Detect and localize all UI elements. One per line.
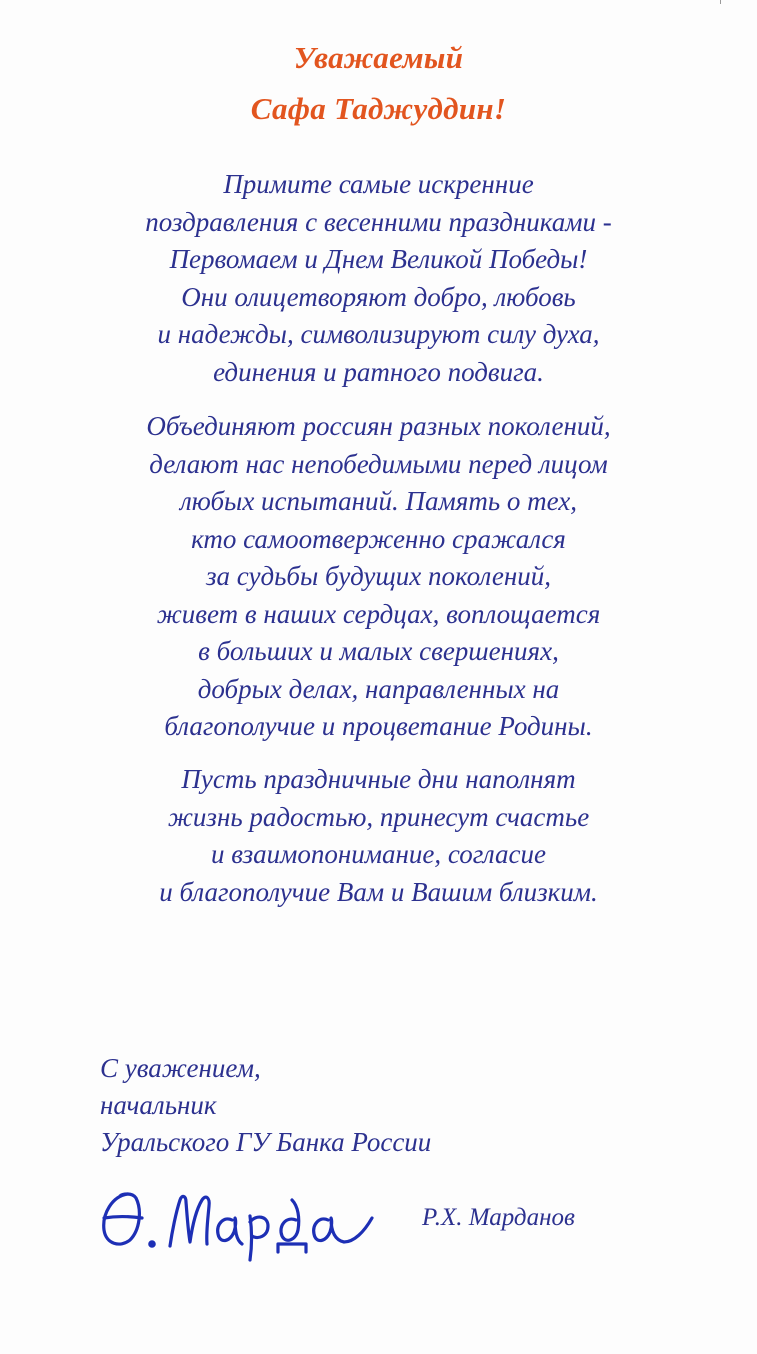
paragraph-line: любых испытаний. Память о тех, [180,486,577,516]
paragraph-line: кто самоотверженно сражался [191,523,566,554]
paragraph-line: Они олицетворяют добро, любовь [181,281,576,312]
paragraph-line: и благополучие Вам и Вашим близким. [159,876,598,907]
paragraph-line: делают нас непобедимыми перед лицом [149,448,608,479]
paragraph-2 [0,408,757,746]
paragraph-line: Объединяют россиян разных поколений, [146,411,611,441]
paragraph-line: живет в наших сердцах, воплощается [156,598,601,629]
paragraph-line: и надежды, символизируют силу духа, [157,319,600,349]
paragraph-line: добрых делах, направленных на [197,673,560,704]
closing-organization: Уральского ГУ Банка России [100,1127,432,1157]
closing-salutation: С уважением, [100,1053,261,1083]
greeting-line-2: Сафа Таджуддин! [250,91,507,126]
paragraph-line: поздравления с весенними праздниками - [145,206,612,237]
paragraph-line: единения и ратного подвига. [213,356,544,387]
closing-block [100,1050,431,1161]
signer-name: Р.Х. Марданов [422,1204,575,1231]
scan-mark [720,0,721,4]
closing-position: начальник [100,1090,217,1120]
handwritten-signature [92,1172,382,1262]
paragraph-line: и взаимопонимание, согласие [211,839,546,869]
paragraph-line: Примите самые искренние [223,169,534,199]
paragraph-line: Первомаем и Днем Великой Победы! [169,244,588,274]
paragraph-3 [0,761,757,911]
paragraph-1 [0,166,757,391]
paragraph-line: в больших и малых свершениях, [198,636,559,666]
paragraph-line: жизнь радостью, принесут счастье [167,801,590,832]
paragraph-line: за судьбы будущих поколений, [205,561,552,591]
greeting-line-1: Уважаемый [293,40,464,75]
paragraph-line: благополучие и процветание Родины. [164,711,593,741]
paragraph-line: Пусть праздничные дни наполнят [181,764,576,794]
